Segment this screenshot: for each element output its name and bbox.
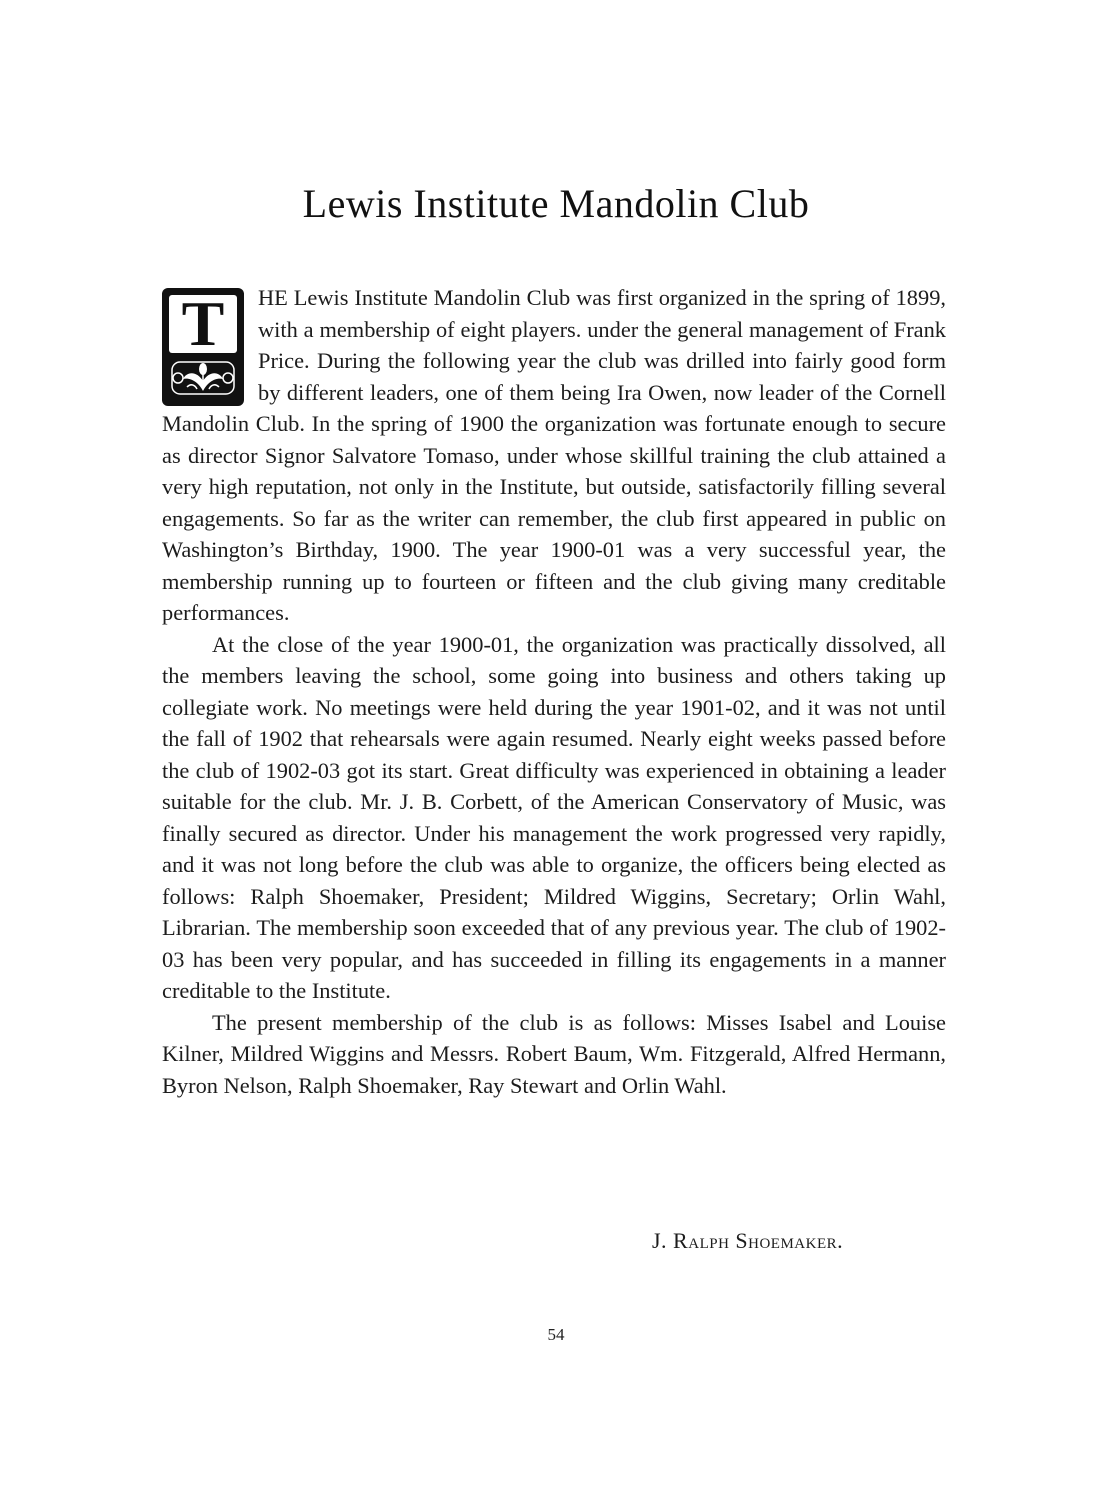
floral-ornament-icon: [169, 359, 237, 397]
page-title: Lewis Institute Mandolin Club: [302, 181, 810, 226]
author-signature: J. Ralph Shoemaker.: [652, 1228, 844, 1253]
paragraph: At the close of the year 1900-01, the organization was practically dissolved, all the members leaving the school, some going into business and others taking up collegiate work. No meetings were held during the year 1901-02, and it was not until the fall of 1902 that rehearsals were again resumed. Nearly eight weeks passed before the club of 1902-03 got its start. Great difficulty was experienced in obtaining a leader suitable for the club. Mr. J. B. Corbett, of the American Conservatory of Music, was finally secured as director. Under his management the work progressed very rapidly, and it was not long before the club was able to organize, the officers being elected as follows: Ralph Shoemaker, President; Mildred Wiggins, Secretary; Orlin Wahl, Librarian. The membership soon exceeded that of any previous year. The club of 1902-03 has been very popular, and has succeeded in filling its engagements in a manner creditable to the Institute.: [162, 631, 946, 1003]
page-number: 54: [547, 1325, 565, 1344]
article-body: [162, 282, 946, 1101]
paragraph: [162, 282, 946, 629]
dropcap-letter: T: [169, 295, 237, 353]
decorative-initial: [162, 288, 244, 406]
paragraph-text: HE Lewis Institute Mandolin Club was first organized in the spring of 1899, with a membership of eight players. under the general management of Frank Price. During the following year the club was drilled into fairly good form by different leaders, one of them being Ira Owen, now leader of the Cornell Mandolin Club. In the spring of 1900 the organization was fortunate enough to secure as director Signor Salvatore Tomaso, under whose skillful training the club attained a very high reputation, not only in the Institute, but outside, satisfactorily filling several engagements. So far as the writer can remember, the club first appeared in public on Washington’s Birthday, 1900. The year 1900-01 was a very successful year, the membership running up to fourteen or fifteen and the club giving many creditable performances.: [162, 285, 946, 625]
paragraph: The present membership of the club is as follows: Misses Isabel and Louise Kilner, Mildred Wiggins and Messrs. Robert Baum, Wm. Fitzgerald, Alfred Hermann, Byron Nelson, Ralph Shoemaker, Ray Stewart and Orlin Wahl.: [162, 1009, 946, 1098]
